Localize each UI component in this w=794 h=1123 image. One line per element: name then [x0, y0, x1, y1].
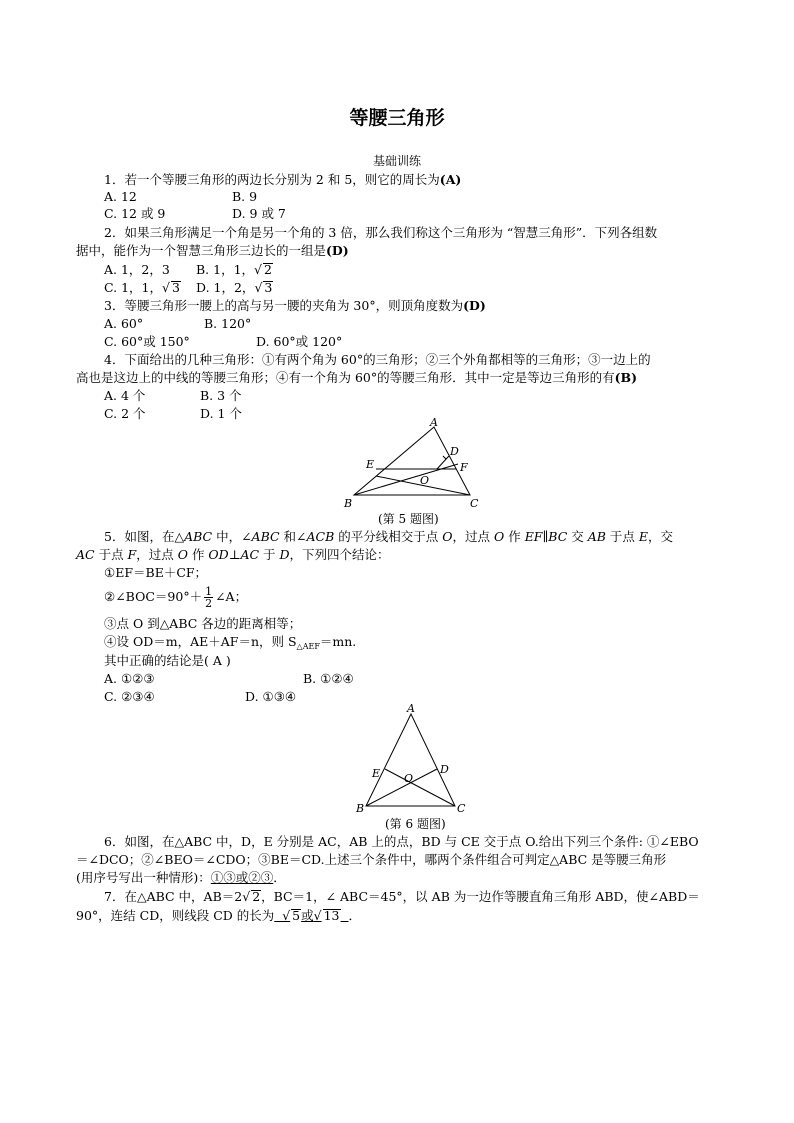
q3-stem [104, 297, 486, 314]
q5-text: 于点 [94, 547, 128, 562]
q5-math: ABC [251, 529, 280, 544]
q2-answer: (D) [326, 243, 349, 258]
q4-answer: (B) [614, 370, 638, 385]
q3-answer: (D) [463, 298, 486, 313]
q6-stem-line1: 6．如图，在△ABC 中，D，E 分别是 AC，AB 上的点，BD 与 CE 交于点 O.给出下列三个条件: ①∠EBO [104, 834, 699, 849]
q5-math: BC [548, 529, 568, 544]
q5-conclusion-4-text: ④设 OD＝m，AE＋AF＝n，则 S [104, 634, 297, 649]
q5-text: 5．如图，在△ [104, 529, 185, 544]
q4-stem-line1: 4．下面给出的几种三角形：①有两个角为 60°的三角形；②三个外角都相等的三角形；③一边上的 [104, 352, 651, 367]
q5-option-d: D. ①③④ [245, 689, 297, 704]
q5-text: 作 [504, 529, 525, 544]
fig5-label-b: B [344, 497, 353, 510]
q4-stem-text: 高也是这边上的中线的等腰三角形；④有一个角为 60°的等腰三角形．其中一定是等边三角形的有 [76, 370, 615, 385]
q3-stem-text: 3．等腰三角形一腰上的高与另一腰的夹角为 30°，则顶角度数为 [104, 298, 464, 313]
q4-stem-line2 [76, 369, 637, 386]
q2-option-d-text: D. 1，2， [196, 280, 255, 295]
q5-conclusion-4-tail: ＝mn. [319, 634, 357, 649]
fig6-label-o: O [404, 772, 414, 785]
q5-conclusion-1: ①EF＝BE＋CF； [104, 565, 208, 580]
q2-option-b: B. 1，1，√ 2 [196, 262, 272, 277]
q5-ask: 其中正确的结论是( A ) [104, 653, 231, 668]
q5-math: OD [208, 547, 229, 562]
q2-option-d: D. 1，2，√ 3 [196, 280, 273, 295]
q5-text: 于点 [605, 529, 639, 544]
q5-conclusion-4-subscript: △AEF [296, 642, 320, 651]
q3-option-b: B. 120° [204, 316, 252, 331]
q5-text: 作 [187, 547, 209, 562]
q5-math: AC [240, 547, 260, 562]
fig5-label-d: D [450, 445, 459, 458]
q5-text: ，交 [648, 529, 674, 544]
q5-math: ACB [306, 529, 335, 544]
q2-option-d-radicand: 3 [264, 280, 273, 295]
figure-6-diagram [348, 700, 478, 818]
q7-stem-line2 [76, 907, 361, 924]
q6-stem-line3 [76, 869, 286, 886]
q2-option-a: A. 1，2，3 [104, 262, 170, 277]
q1-option-d: D. 9 或 7 [232, 206, 286, 221]
q1-option-b: B. 9 [232, 189, 258, 204]
q5-math: E [638, 529, 649, 544]
q6-stem-tail: ． [273, 870, 286, 885]
q4-option-d: D. 1 个 [200, 406, 242, 421]
q2-option-c: C. 1，1，√ 3 [104, 280, 180, 295]
q1-option-c: C. 12 或 9 [104, 206, 166, 221]
q5-text: ，下列四个结论： [289, 547, 390, 562]
q7-answer-radicand-1: 5 [292, 908, 301, 923]
q5-fraction-denominator: 2 [205, 597, 213, 610]
fig5-label-a: A [430, 416, 438, 429]
q7-answer: √ 5或√ 13 [274, 908, 340, 923]
q7-stem-line1: 7．在△ABC 中，AB＝2√ 2，BC＝1，∠ ABC＝45°，以 AB 为一边作等腰直角三角形 ABD，使∠ABD＝ [104, 889, 700, 904]
q5-math: ABC [184, 529, 213, 544]
section-heading: 基础训练 [372, 154, 421, 168]
q5-math: AB [587, 529, 606, 544]
q5-stem-line2 [76, 546, 390, 563]
q5-option-a: A. ①②③ [104, 671, 155, 686]
q5-text: ⊥ [228, 547, 241, 562]
q7-answer-or: 或 [301, 908, 314, 923]
q5-fraction [204, 586, 213, 609]
figure-6-caption: (第 6 题图) [385, 817, 446, 831]
fig5-label-f: F [460, 461, 468, 474]
q7-stem-text: 7．在△ABC 中，AB＝2 [104, 889, 243, 904]
q5-text: 于 [259, 547, 280, 562]
figure-5-caption: (第 5 题图) [378, 512, 439, 526]
fig6-label-a: A [407, 702, 415, 715]
q5-math: F [127, 547, 137, 562]
q5-math: O [442, 529, 453, 544]
q6-stem-text: (用序号写出一种情形)： [76, 870, 211, 885]
fig6-label-c: C [457, 802, 466, 815]
q2-option-c-radicand: 3 [171, 280, 180, 295]
q5-math: O [493, 529, 505, 544]
q5-conclusion-2 [104, 584, 247, 610]
fig5-label-o: O [420, 474, 430, 487]
fig6-triangle-abc [366, 714, 455, 806]
q7-stem-tail: ． [348, 908, 361, 923]
q5-option-b: B. ①②④ [303, 671, 354, 686]
q1-stem [104, 171, 461, 188]
q5-math: AC [76, 547, 95, 562]
q3-option-a: A. 60° [104, 316, 144, 331]
figure-5 [330, 415, 490, 516]
q7-radicand: 2 [252, 889, 261, 904]
q2-stem-text: 据中，能作为一个智慧三角形三边长的一组是 [76, 243, 327, 258]
q5-conclusion-2-text: ②∠BOC＝90°＋ [104, 589, 203, 604]
q7-stem-text: 90°，连结 CD，则线段 CD 的长为 [76, 908, 275, 923]
q2-option-c-text: C. 1，1， [104, 280, 162, 295]
q1-stem-text: 1．若一个等腰三角形的两边长分别为 2 和 5，则它的周长为 [104, 172, 440, 187]
q3-option-d: D. 60°或 120° [256, 334, 343, 349]
q5-fraction-numerator: 1 [205, 585, 213, 598]
q2-option-b-text: B. 1，1， [196, 262, 255, 277]
q4-option-a: A. 4 个 [104, 388, 146, 403]
q5-math: D [279, 547, 290, 562]
figure-5-diagram [330, 415, 490, 513]
q6-answer: ①③或②③ [210, 870, 274, 885]
fig5-label-c: C [470, 497, 479, 510]
fig5-right-angle-mark [443, 456, 449, 459]
q1-option-a: A. 12 [104, 189, 137, 204]
q3-option-c: C. 60°或 150° [104, 334, 190, 349]
q5-text: 的平分线相交于点 [334, 529, 443, 544]
q6-stem-line2: ＝∠DCO；②∠BEO＝∠CDO；③BE＝CD.上述三个条件中，哪两个条件组合可判定△ABC 是等腰三角形 [76, 852, 667, 867]
fig6-label-e: E [372, 767, 381, 780]
fig6-label-b: B [356, 802, 365, 815]
q5-text: 交 [567, 529, 588, 544]
q5-text: 和∠ [279, 529, 307, 544]
q5-text: ，过点 [452, 529, 494, 544]
q7-stem-tail: ，BC＝1，∠ ABC＝45°，以 AB 为一边作等腰直角三角形 ABD，使∠ABD＝ [261, 889, 700, 904]
q5-conclusion-3: ③点 O 到△ABC 各边的距离相等； [104, 616, 302, 631]
page-title: 等腰三角形 [349, 107, 445, 129]
q7-answer-radicand-2: 13 [323, 908, 340, 923]
q2-option-b-radicand: 2 [264, 262, 272, 277]
q5-stem-line1 [104, 528, 673, 545]
q4-option-b: B. 3 个 [200, 388, 242, 403]
figure-6 [348, 700, 478, 821]
q2-stem-line1: 2．如果三角形满足一个角是另一个角的 3 倍，那么我们称这个三角形为 “智慧三角形”．下列各组数 [104, 225, 658, 240]
fig5-label-e: E [366, 458, 375, 471]
q5-text: ∥ [542, 529, 549, 544]
q5-conclusion-2-tail: ∠A； [215, 589, 248, 604]
fig6-label-d: D [440, 763, 449, 776]
q1-answer: (A) [439, 172, 462, 187]
q5-math: EF [524, 529, 543, 544]
q4-option-c: C. 2 个 [104, 406, 146, 421]
q5-option-c: C. ②③④ [104, 689, 155, 704]
q5-math: O [177, 547, 188, 562]
q2-stem-line2 [76, 242, 349, 259]
q5-text: 中，∠ [212, 529, 252, 544]
q5-text: ，过点 [136, 547, 178, 562]
